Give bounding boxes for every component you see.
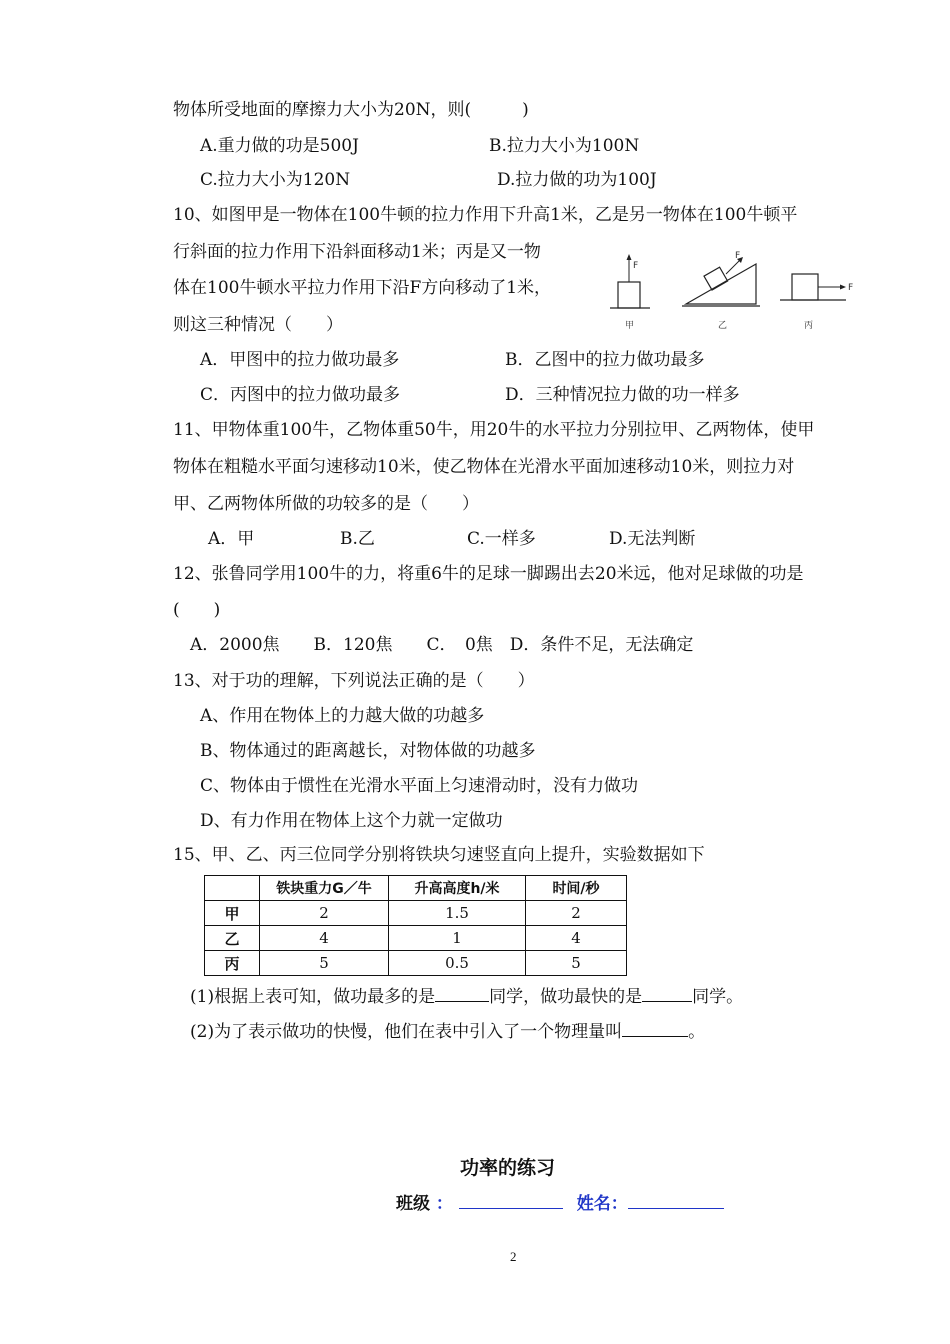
name-label: 姓名： — [576, 1194, 628, 1214]
q10-option-b: B．乙图中的拉力做功最多 — [505, 350, 705, 370]
q15-data-table — [204, 875, 627, 976]
q12-line-2: ( ) — [173, 600, 221, 620]
q15-part-1 — [190, 983, 743, 1009]
q11-line-3: 甲、乙两物体所做的功较多的是（ ） — [173, 494, 479, 514]
figure-bing-force-label: F — [848, 283, 854, 293]
section-title: 功率的练习 — [460, 1157, 556, 1179]
q11-option-a: A．甲 — [208, 529, 255, 549]
table-row — [205, 901, 627, 926]
figure-jia — [610, 254, 650, 331]
table-cell: 2 — [260, 901, 389, 926]
q13-option-d: D、有力作用在物体上这个力就一定做功 — [200, 811, 503, 831]
q13-option-b: B、物体通过的距离越长，对物体做的功越多 — [200, 741, 536, 761]
q10-option-d: D．三种情况拉力做的功一样多 — [505, 385, 740, 405]
q15-part-1-text-a: (1)根据上表可知，做功最多的是 — [190, 987, 436, 1007]
q11-line-2: 物体在粗糙水平面匀速移动10米，使乙物体在光滑水平面加速移动10米，则拉力对 — [173, 457, 795, 477]
table-cell: 乙 — [205, 926, 260, 951]
table-header-row — [205, 876, 627, 901]
q15-blank-most-work[interactable] — [435, 983, 489, 1002]
q10-line-3: 体在100牛顿水平拉力作用下沿F方向移动了1米， — [173, 278, 552, 298]
q15-part-2-text-a: (2)为了表示做功的快慢，他们在表中引入了一个物理量叫 — [190, 1022, 623, 1042]
q10-figure-svg — [610, 246, 870, 336]
table-row — [205, 951, 627, 976]
q13-option-c: C、物体由于惯性在光滑水平面上匀速滑动时，没有力做功 — [200, 776, 639, 796]
figure-jia-force-label: F — [633, 261, 639, 271]
table-cell: 4 — [526, 926, 627, 951]
q15-blank-fastest[interactable] — [642, 983, 692, 1002]
table-cell: 5 — [260, 951, 389, 976]
class-name-line — [396, 1188, 724, 1214]
table-cell: 甲 — [205, 901, 260, 926]
q11-line-1: 11、甲物体重100牛，乙物体重50牛，用20牛的水平拉力分别拉甲、乙两物体，使甲 — [173, 420, 815, 440]
figure-yi — [682, 251, 760, 331]
q11-option-d: D.无法判断 — [609, 529, 696, 549]
q10-option-c: C．丙图中的拉力做功最多 — [200, 385, 401, 405]
class-colon: ： — [435, 1194, 453, 1214]
q12-line-1: 12、张鲁同学用100牛的力，将重6牛的足球一脚踢出去20米远，他对足球做的功是 — [173, 564, 804, 584]
q10-line-1: 10、如图甲是一物体在100牛顿的拉力作用下升高1米，乙是另一物体在100牛顿平 — [173, 205, 798, 225]
q9-stem-continued: 物体所受地面的摩擦力大小为20N，则( ) — [173, 100, 529, 120]
q11-option-c: C.一样多 — [467, 529, 536, 549]
table-row — [205, 926, 627, 951]
figure-yi-caption: 乙 — [718, 321, 728, 331]
table-cell: 0.5 — [389, 951, 526, 976]
table-header-cell — [205, 876, 260, 901]
q13-option-a: A、作用在物体上的力越大做的功越多 — [200, 706, 485, 726]
table-cell: 丙 — [205, 951, 260, 976]
q15-line-1: 15、甲、乙、丙三位同学分别将铁块匀速竖直向上提升，实验数据如下 — [173, 845, 705, 865]
q10-line-2: 行斜面的拉力作用下沿斜面移动1米；丙是又一物 — [173, 242, 541, 262]
figure-bing — [780, 274, 853, 331]
q15-part-2 — [190, 1018, 705, 1044]
q13-line-1: 13、对于功的理解，下列说法正确的是（ ） — [173, 671, 535, 691]
figure-jia-caption: 甲 — [625, 321, 635, 331]
table-cell: 2 — [526, 901, 627, 926]
q9-option-b: B.拉力大小为100N — [489, 136, 640, 156]
q15-blank-quantity[interactable] — [622, 1018, 688, 1037]
table-cell: 1.5 — [389, 901, 526, 926]
name-input-line[interactable] — [628, 1188, 724, 1209]
table-cell: 4 — [260, 926, 389, 951]
q9-option-c: C.拉力大小为120N — [200, 170, 351, 190]
table-cell: 5 — [526, 951, 627, 976]
q10-figure — [610, 246, 870, 336]
q15-part-1-text-b: 同学，做功最快的是 — [489, 987, 643, 1007]
q11-option-b: B.乙 — [340, 529, 375, 549]
figure-yi-force-label: F — [735, 251, 741, 261]
q9-option-a: A.重力做的功是500J — [200, 136, 359, 156]
q12-options: A．2000焦 B．120焦 C． 0焦 D．条件不足，无法确定 — [190, 635, 694, 655]
q10-line-4: 则这三种情况（ ） — [173, 315, 343, 335]
class-label: 班级 — [396, 1194, 430, 1214]
table-header-cell: 升高高度h/米 — [389, 876, 526, 901]
q10-option-a: A．甲图中的拉力做功最多 — [200, 350, 400, 370]
figure-bing-caption: 丙 — [804, 321, 814, 331]
q15-part-1-text-c: 同学。 — [692, 987, 744, 1007]
table-header-cell: 时间/秒 — [526, 876, 627, 901]
table-header-cell: 铁块重力G／牛 — [260, 876, 389, 901]
q15-part-2-text-b: 。 — [688, 1022, 706, 1042]
page-number: 2 — [510, 1249, 517, 1264]
class-input-line[interactable] — [459, 1188, 563, 1209]
table-cell: 1 — [389, 926, 526, 951]
q9-option-d: D.拉力做的功为100J — [497, 170, 657, 190]
